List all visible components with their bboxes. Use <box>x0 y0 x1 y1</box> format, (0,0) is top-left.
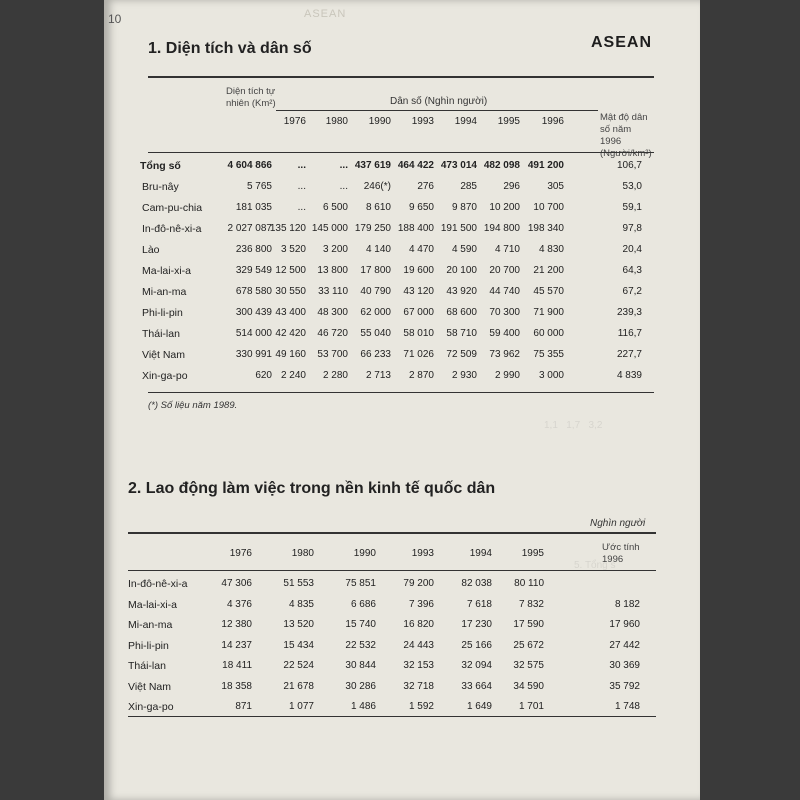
table-cell-workforce: 30 369 <box>609 660 640 671</box>
table-cell-density: 59,1 <box>622 202 642 213</box>
section2-header-rule <box>128 570 656 571</box>
bleed-through-header: ASEAN <box>304 8 347 20</box>
table-cell-population: 2 930 <box>451 370 477 381</box>
section1-bottom-rule <box>148 392 654 393</box>
table-cell-workforce: 7 396 <box>408 598 434 610</box>
table-cell-population: 70 300 <box>489 307 520 318</box>
section1-year-header: 1994 <box>454 116 477 127</box>
table-cell-population: 4 830 <box>538 244 564 255</box>
table-cell-population: 42 420 <box>275 328 306 339</box>
table-cell-population: 2 280 <box>322 370 348 381</box>
section1-header-rule <box>148 152 654 153</box>
table-cell-population: 55 040 <box>360 328 391 339</box>
table-row-name: Phi-li-pin <box>128 639 169 652</box>
table-cell-workforce: 18 358 <box>221 680 252 692</box>
table-cell-population: 67 000 <box>403 307 434 318</box>
table-cell-population: 437 619 <box>354 160 391 171</box>
table-cell-population: 17 800 <box>360 265 391 276</box>
table-cell-population: 72 509 <box>446 349 477 360</box>
table-cell-population: 21 200 <box>533 265 564 276</box>
table-cell-population: 4 710 <box>494 244 520 255</box>
page-number: 10 <box>108 12 122 26</box>
table-row-name: Việt Nam <box>142 349 185 361</box>
table-cell-area: 678 580 <box>235 286 272 297</box>
table-cell-workforce: 16 820 <box>403 619 434 630</box>
section2-year-header: 1993 <box>411 548 434 559</box>
table-cell-population: 53 700 <box>317 349 348 360</box>
table-cell-population: 3 200 <box>322 244 348 255</box>
table-cell-workforce: 17 230 <box>461 619 492 630</box>
table-cell-workforce: 1 486 <box>350 701 376 712</box>
table-cell-population: 4 590 <box>451 244 477 255</box>
table-cell-area: 2 027 087 <box>227 223 272 234</box>
section1-year-header: 1990 <box>368 116 391 127</box>
table-cell-population: ... <box>339 181 348 192</box>
table-cell-population: 9 650 <box>408 202 434 213</box>
table-cell-population: 43 920 <box>446 286 477 297</box>
section1-top-rule <box>148 76 654 78</box>
table-cell-population: 13 800 <box>317 265 348 276</box>
section1-year-header: 1976 <box>283 116 306 127</box>
table-cell-workforce: 17 590 <box>513 619 544 630</box>
table-cell-population: 4 470 <box>408 244 434 255</box>
table-cell-workforce: 1 649 <box>466 701 492 712</box>
table-cell-population: 58 010 <box>403 328 434 339</box>
table-cell-workforce: 34 590 <box>513 680 544 692</box>
table-cell-population: 45 570 <box>533 286 564 297</box>
table-cell-density: 53,0 <box>622 181 642 192</box>
table-cell-area: 236 800 <box>235 244 272 255</box>
table-cell-population: 4 140 <box>365 244 391 255</box>
table-cell-workforce: 22 532 <box>345 639 376 651</box>
table-cell-density: 20,4 <box>622 244 642 255</box>
table-row-name: Ma-lai-xi-a <box>128 598 178 611</box>
table-cell-workforce: 25 672 <box>513 639 544 651</box>
population-header-rule <box>276 110 598 111</box>
table-cell-population: 191 500 <box>440 223 477 234</box>
table-cell-population: 9 870 <box>451 202 477 213</box>
table-cell-workforce: 32 575 <box>513 660 544 671</box>
table-cell-population: 30 550 <box>275 286 306 297</box>
table-cell-workforce: 1 592 <box>408 701 434 712</box>
table-cell-population: 75 355 <box>533 349 564 360</box>
table-cell-population: ... <box>297 202 306 213</box>
table-row-name: Bru-nây <box>142 181 179 193</box>
table-cell-workforce: 21 678 <box>283 680 314 692</box>
table-cell-population: 66 233 <box>360 349 391 360</box>
table-cell-population: 482 098 <box>483 160 520 171</box>
table-row-name: Xin-ga-po <box>128 701 174 713</box>
table-cell-workforce: 32 094 <box>461 660 492 671</box>
table-cell-population: ... <box>297 160 306 171</box>
table-cell-area: 300 439 <box>235 307 272 318</box>
table-cell-population: 46 720 <box>317 328 348 339</box>
population-header: Dân số (Nghìn người) <box>390 96 488 107</box>
table-cell-population: 3 520 <box>280 244 306 255</box>
table-cell-workforce: 27 442 <box>609 639 640 651</box>
table-cell-area: 181 035 <box>235 202 272 213</box>
table-cell-population: ... <box>339 160 348 171</box>
table-cell-population: 179 250 <box>354 223 391 234</box>
section2-year-header: 1994 <box>469 548 492 559</box>
table-cell-workforce: 6 686 <box>350 598 376 610</box>
table-cell-population: 20 700 <box>489 265 520 276</box>
section2-year-header: 1976 <box>229 548 252 559</box>
estimate-column-header: Ước tính 1996 <box>602 542 640 565</box>
table-cell-population: 491 200 <box>527 160 564 171</box>
table-cell-area: 5 765 <box>246 181 272 192</box>
table-cell-population: 6 500 <box>322 202 348 213</box>
table-cell-density: 64,3 <box>622 265 642 276</box>
table-cell-workforce: 1 748 <box>614 701 640 712</box>
table-cell-workforce: 871 <box>235 701 252 712</box>
table-cell-population: 145 000 <box>311 223 348 234</box>
table-row-name: Ma-lai-xi-a <box>142 265 192 277</box>
table-cell-density: 97,8 <box>622 223 642 234</box>
bleed-through: 5. Tổng s <box>574 560 616 571</box>
table-cell-workforce: 12 380 <box>221 619 252 630</box>
table-cell-workforce: 75 851 <box>345 578 376 589</box>
table-row-name: Lào <box>142 244 160 256</box>
section2-year-header: 1980 <box>291 548 314 559</box>
table-cell-workforce: 33 664 <box>461 680 492 692</box>
table-cell-workforce: 15 434 <box>283 639 314 651</box>
table-row-name: Mi-an-ma <box>128 619 173 631</box>
table-cell-workforce: 17 960 <box>609 619 640 630</box>
table-cell-population: 43 120 <box>403 286 434 297</box>
table-row-name: Thái-lan <box>142 328 180 340</box>
table-cell-population: 20 100 <box>446 265 477 276</box>
table-cell-workforce: 24 443 <box>403 639 434 651</box>
table-cell-workforce: 1 077 <box>288 701 314 712</box>
table-cell-workforce: 13 520 <box>283 619 314 630</box>
section1-year-header: 1995 <box>497 116 520 127</box>
table-cell-population: 44 740 <box>489 286 520 297</box>
section2-top-rule <box>128 532 656 534</box>
table-cell-population: 2 870 <box>408 370 434 381</box>
table-cell-workforce: 14 237 <box>221 639 252 651</box>
table-cell-population: 246(*) <box>363 181 391 192</box>
table-cell-workforce: 7 618 <box>466 598 492 610</box>
section2-title: 2. Lao động làm việc trong nền kinh tế quốc dân <box>128 480 496 497</box>
book-page <box>104 0 700 800</box>
table-cell-population: 71 026 <box>403 349 434 360</box>
section1-title: 1. Diện tích và dân số <box>148 40 312 57</box>
table-cell-population: 2 240 <box>280 370 306 381</box>
table-cell-workforce: 8 182 <box>614 598 640 610</box>
table-cell-population: 3 000 <box>538 370 564 381</box>
table-cell-density: 4 839 <box>616 370 642 381</box>
table-cell-population: 59 400 <box>489 328 520 339</box>
table-cell-workforce: 79 200 <box>403 578 434 589</box>
table-cell-workforce: 35 792 <box>609 680 640 692</box>
table-cell-population: 2 713 <box>365 370 391 381</box>
table-cell-workforce: 1 701 <box>518 701 544 712</box>
table-cell-population: 473 014 <box>440 160 477 171</box>
table-cell-workforce: 4 835 <box>288 598 314 610</box>
table-cell-workforce: 22 524 <box>283 660 314 671</box>
area-column-header: Diện tích tự nhiên (Km²) <box>226 86 276 109</box>
table-cell-area: 620 <box>255 370 272 381</box>
table-cell-population: 305 <box>547 181 564 192</box>
table-row-name: In-đô-nê-xi-a <box>142 223 202 235</box>
table-cell-population: 19 600 <box>403 265 434 276</box>
table-cell-population: ... <box>297 181 306 192</box>
table-cell-workforce: 32 153 <box>403 660 434 671</box>
table-cell-density: 239,3 <box>616 307 642 318</box>
table-cell-population: 60 000 <box>533 328 564 339</box>
table-cell-population: 73 962 <box>489 349 520 360</box>
table-cell-population: 135 120 <box>269 223 306 234</box>
table-row-name: Xin-ga-po <box>142 370 188 382</box>
table-cell-population: 296 <box>503 181 520 192</box>
table-cell-density: 227,7 <box>616 349 642 360</box>
density-column-header: Mật độ dân số năm 1996 (Người/km²) <box>600 112 652 159</box>
table-cell-population: 10 700 <box>533 202 564 213</box>
table-cell-density: 116,7 <box>617 328 642 339</box>
table-cell-population: 8 610 <box>365 202 391 213</box>
table-cell-population: 71 900 <box>533 307 564 318</box>
table-row-name: Mi-an-ma <box>142 286 187 298</box>
table-cell-population: 10 200 <box>489 202 520 213</box>
table-cell-workforce: 25 166 <box>461 639 492 651</box>
table-cell-area: 329 549 <box>235 265 272 276</box>
table-cell-workforce: 30 286 <box>345 680 376 692</box>
table-cell-population: 43 400 <box>275 307 306 318</box>
table-cell-population: 48 300 <box>317 307 348 318</box>
table-cell-population: 2 990 <box>494 370 520 381</box>
table-cell-population: 49 160 <box>275 349 306 360</box>
table-cell-workforce: 30 844 <box>345 660 376 671</box>
running-header: ASEAN <box>590 34 652 51</box>
section2-bottom-rule <box>128 716 656 717</box>
table-cell-population: 198 340 <box>527 223 564 234</box>
table-cell-density: 67,2 <box>622 286 642 297</box>
section1-year-header: 1993 <box>411 116 434 127</box>
section1-year-header: 1980 <box>325 116 348 127</box>
table-cell-workforce: 15 740 <box>345 619 376 630</box>
bleed-through: 1,1 1,7 3,2 <box>544 420 603 431</box>
table-row-name: In-đô-nê-xi-a <box>128 578 188 590</box>
table-row-name: Tổng số <box>140 160 181 172</box>
table-cell-workforce: 32 718 <box>403 680 434 692</box>
table-cell-population: 276 <box>417 181 434 192</box>
section1-year-header: 1996 <box>541 116 564 127</box>
table-cell-workforce: 82 038 <box>461 578 492 589</box>
section1-footnote: (*) Số liệu năm 1989. <box>148 400 238 411</box>
table-cell-workforce: 4 376 <box>226 598 252 610</box>
table-cell-area: 330 991 <box>235 349 272 360</box>
table-cell-population: 33 110 <box>318 286 348 297</box>
table-cell-workforce: 51 553 <box>283 578 314 589</box>
table-row-name: Thái-lan <box>128 660 166 672</box>
table-row-name: Phi-li-pin <box>142 307 183 319</box>
table-cell-workforce: 47 306 <box>221 578 252 589</box>
table-row-name: Việt Nam <box>128 680 171 693</box>
table-cell-workforce: 7 832 <box>518 598 544 610</box>
table-cell-population: 58 710 <box>446 328 477 339</box>
table-cell-workforce: 18 411 <box>222 660 252 671</box>
table-cell-area: 514 000 <box>235 328 272 339</box>
section2-unit: Nghìn người <box>590 518 646 529</box>
table-cell-population: 464 422 <box>397 160 434 171</box>
table-cell-workforce: 80 110 <box>514 578 544 589</box>
table-cell-population: 194 800 <box>483 223 520 234</box>
table-cell-population: 188 400 <box>397 223 434 234</box>
table-cell-population: 68 600 <box>446 307 477 318</box>
table-cell-population: 62 000 <box>360 307 391 318</box>
table-cell-density: 106,7 <box>616 160 642 171</box>
table-cell-area: 4 604 866 <box>227 160 272 171</box>
section2-year-header: 1990 <box>353 548 376 559</box>
section2-year-header: 1995 <box>521 548 544 559</box>
table-cell-population: 285 <box>460 181 477 192</box>
table-cell-population: 12 500 <box>275 265 306 276</box>
table-cell-population: 40 790 <box>360 286 391 297</box>
table-row-name: Cam-pu-chia <box>142 202 203 214</box>
